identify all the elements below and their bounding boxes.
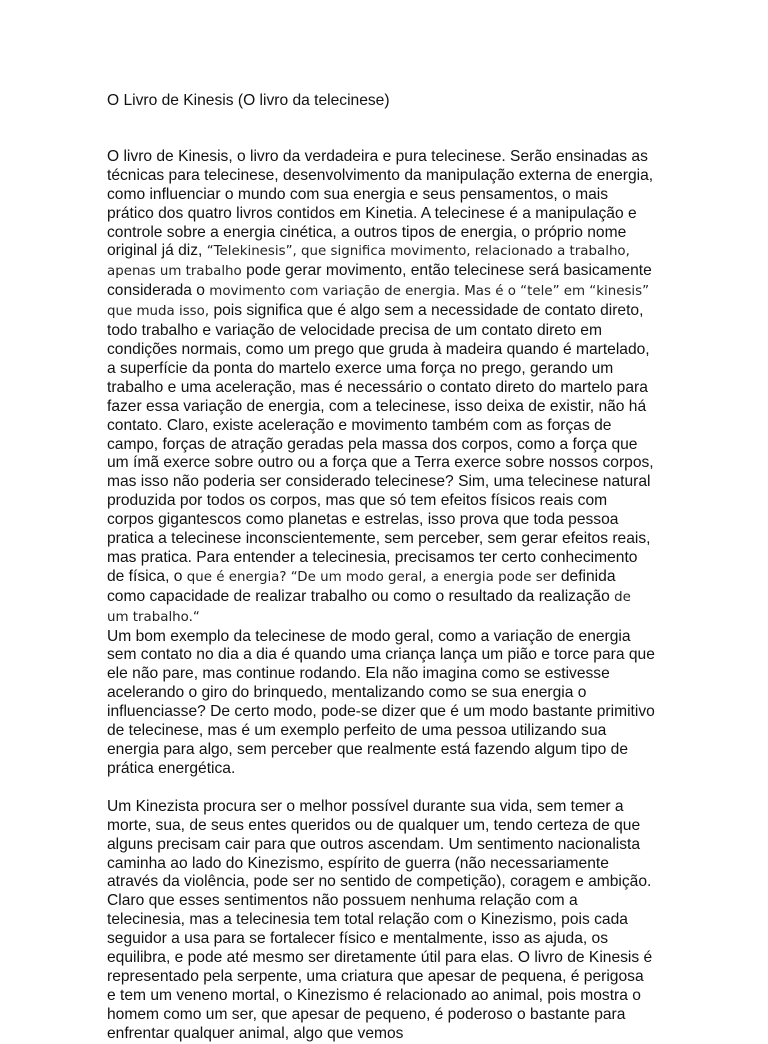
paragraph-1-text-1: O livro de Kinesis, o livro da verdadeira e pura telecinese. Serão ensinadas as técnicas para telecinese, desenvolvimento da manipulação externa de energia, como influenciar o mundo com sua energia e seus pensamentos, o mais prático dos quatro livros contidos em Kinetia. A telecinese é a manipulação e controle sobre a energia cinética, a outros tipos de energia, o próprio nome original já diz, bbox=[107, 147, 654, 260]
document-title: O Livro de Kinesis (O livro da telecinese) bbox=[107, 92, 390, 109]
paragraph-1-text-3: pois significa que é algo sem a necessidade de contato direto, todo trabalho e variação de velocidade precisa de um contato direto em condições normais, como um prego que gruda à madeira quando é martelado, a superfície da ponta do martelo exerce uma força no prego, gerando um trabalho e uma aceleração, mas é necessário o contato direto do martelo para fazer essa variação de energia, com a telecinese, isso deixa de existir, não há contato. Claro, existe aceleração e movimento também com as forças de campo, forças de atração geradas pela massa dos corpos, como a força que um ímã exerce sobre outro ou a força que a Terra exerce sobre nossos corpos, mas isso não poderia ser considerado telecinese? Sim, uma telecinese natural produzida por todos os corpos, mas que só tem efeitos físicos reais com corpos gigantescos como planetas e estrelas, isso prova que toda pessoa pratica a telecinese inconscientemente, sem perceber, sem gerar efeitos reais, mas pratica. Para entender a telecinesia, precisamos ter certo conhecimento de física, o bbox=[107, 302, 654, 585]
paragraph-1-quote-variation: movimento com variação de energia. Mas é o “tele” em “kinesis” que muda isso, bbox=[107, 284, 650, 320]
paragraph-1-text-4: definida como capacidade de realizar trabalho ou como o resultado da realização bbox=[107, 567, 616, 605]
paragraph-1-quote-work: de um trabalho.“ bbox=[107, 589, 631, 625]
paragraph-1-text-2: pode gerar movimento, então telecinese será basicamente considerada o bbox=[107, 262, 652, 300]
paragraph-3: Um Kinezista procura ser o melhor possível durante sua vida, sem temer a morte, sua, de seus entes queridos ou de qualquer um, tendo certeza de que alguns precisam cair para que outros ascendam. Um sentimento nacionalista caminha ao lado do Kinezismo, espírito de guerra (não necessariamente através da violência, pode ser no sentido de competição), coragem e ambição. Claro que esses sentimentos não possuem nenhuma relação com a telecinesia, mas a telecinesia tem total relação com o Kinezismo, pois cada seguidor a usa para se fortalecer físico e mentalmente, isso as ajuda, os equilibra, e pode até mesmo ser diretamente útil para elas. O livro de Kinesis é representado pela serpente, uma criatura que apesar de pequena, é perigosa e tem um veneno mortal, o Kinezismo é relacionado ao animal, pois mostra o homem como um ser, que apesar de pequeno, é poderoso o bastante para enfrentar qualquer animal, algo que vemos bbox=[107, 797, 653, 1042]
document-body bbox=[107, 92, 655, 1044]
paragraph-gap bbox=[107, 779, 655, 798]
paragraph-1 bbox=[107, 148, 655, 628]
paragraph-2: Um bom exemplo da telecinese de modo geral, como a variação de energia sem contato no dia a dia é quando uma criança lança um pião e torce para que ele não pare, mas continue rodando. Ela não imagina como se estivesse acelerando o giro do brinquedo, mentalizando como se sua energia o influenciasse? De certo modo, pode-se dizer que é um modo bastante primitivo de telecinese, mas é um exemplo perfeito de uma pessoa utilizando sua energia para algo, sem perceber que realmente está fazendo algum tipo de prática energética. bbox=[107, 627, 655, 777]
paragraph-1-quote-energy: que é energia? “De um modo geral, a energia pode ser bbox=[186, 569, 557, 585]
paragraph-1-quote-telekinesis: “Telekinesis”, que significa movimento, relacionado a trabalho, apenas um trabalho bbox=[107, 244, 630, 280]
